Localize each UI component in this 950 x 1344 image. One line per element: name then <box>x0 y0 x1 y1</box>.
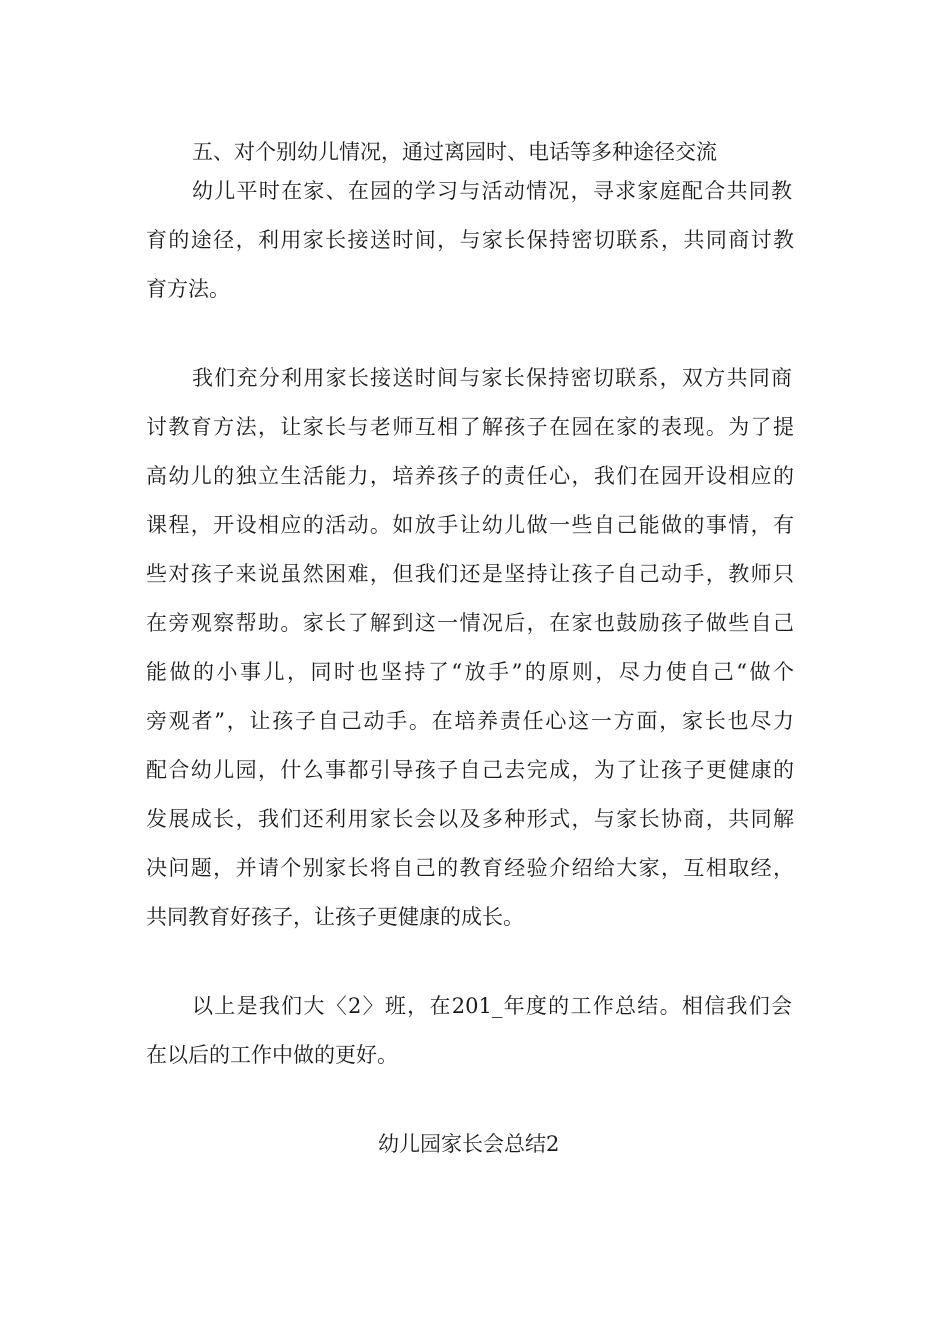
paragraph-1-line-3: 育方法。 <box>146 277 230 301</box>
paragraph-2-line-10: 发展成长，我们还利用家长会以及多种形式，与家长协商，共同解 <box>146 807 794 831</box>
paragraph-2-line-11: 决问题，并请个别家长将自己的教育经验介绍给大家，互相取经， <box>146 856 794 880</box>
section-heading: 五、对个别幼儿情况，通过离园时、电话等多种途径交流 <box>192 140 717 164</box>
paragraph-2-line-2: 讨教育方法，让家长与老师互相了解孩子在园在家的表现。为了提 <box>146 415 794 439</box>
paragraph-1-line-1: 幼儿平时在家、在园的学习与活动情况，寻求家庭配合共同教 <box>192 179 792 203</box>
paragraph-2-line-8: 旁观者”，让孩子自己动手。在培养责任心这一方面，家长也尽力 <box>146 709 794 733</box>
paragraph-2-line-1: 我们充分利用家长接送时间与家长保持密切联系，双方共同商 <box>192 366 792 390</box>
paragraph-2-line-5: 些对孩子来说虽然困难，但我们还是坚持让孩子自己动手，教师只 <box>146 562 794 586</box>
section-title: 幼儿园家长会总结2 <box>378 1132 560 1156</box>
paragraph-1-line-2: 育的途径，利用家长接送时间，与家长保持密切联系，共同商讨教 <box>146 228 794 252</box>
paragraph-2-line-6: 在旁观察帮助。家长了解到这一情况后，在家也鼓励孩子做些自己 <box>146 611 794 635</box>
paragraph-2-line-7: 能做的小事儿，同时也坚持了“放手”的原则，尽力使自己“做个 <box>146 660 794 684</box>
paragraph-3-line-2: 在以后的工作中做的更好。 <box>146 1043 398 1067</box>
paragraph-2-line-12: 共同教育好孩子，让孩子更健康的成长。 <box>146 905 524 929</box>
paragraph-2-line-3: 高幼儿的独立生活能力，培养孩子的责任心，我们在园开设相应的 <box>146 464 794 488</box>
paragraph-2-line-9: 配合幼儿园，什么事都引导孩子自己去完成，为了让孩子更健康的 <box>146 758 794 782</box>
paragraph-2-line-4: 课程，开设相应的活动。如放手让幼儿做一些自己能做的事情，有 <box>146 513 794 537</box>
paragraph-3-line-1: 以上是我们大〈2〉班，在201_年度的工作总结。相信我们会 <box>192 994 792 1018</box>
